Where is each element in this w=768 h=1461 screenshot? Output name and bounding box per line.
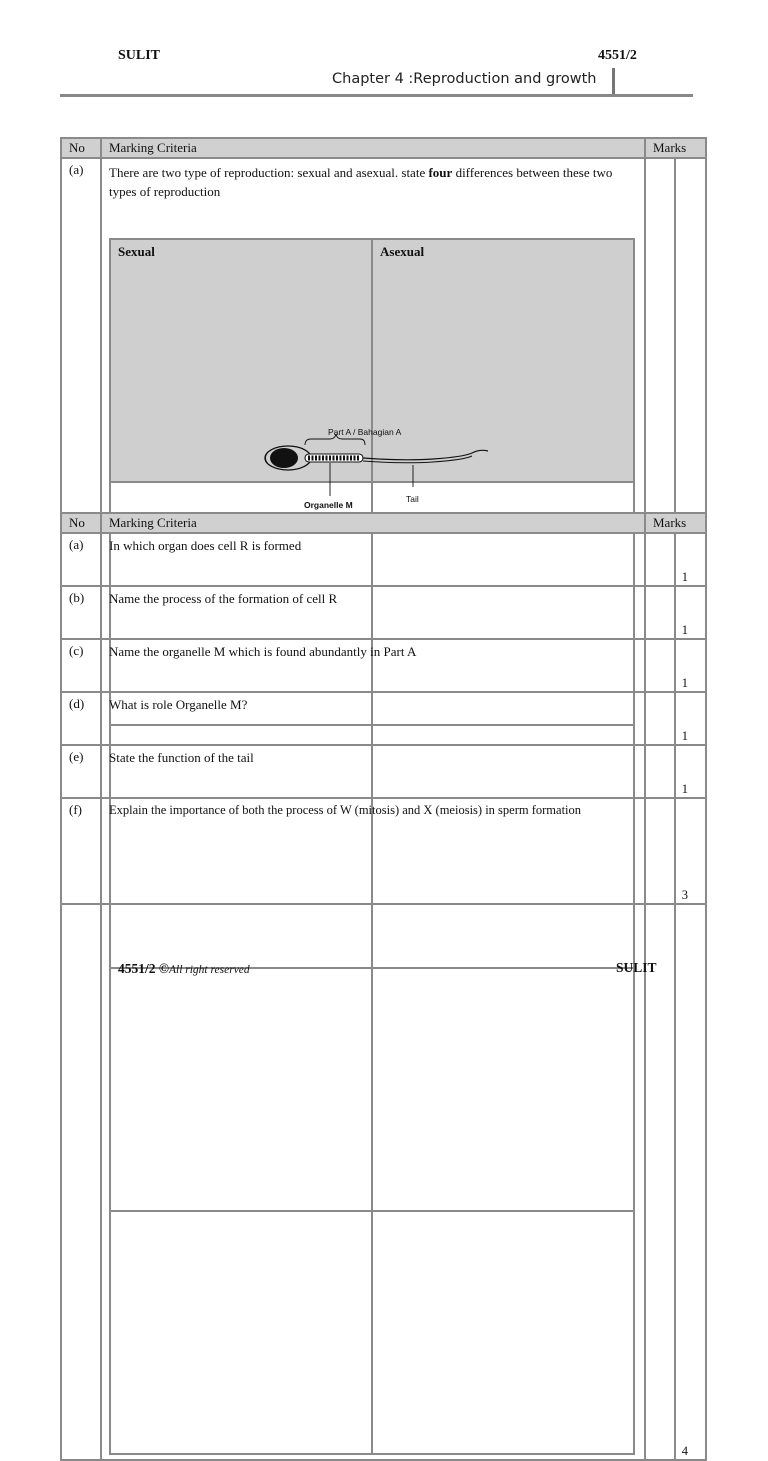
sexual-header: Sexual [110,239,372,482]
table-row [61,639,706,692]
question-number: (c) [61,639,101,692]
sperm-diagram [258,423,494,513]
question-number: (d) [61,692,101,745]
footer-copyright: 4551/2 ©All right reserved [118,961,250,976]
question-number: (f) [61,798,101,904]
answer-cell-sexual[interactable] [110,968,372,1211]
emphasis-word: four [428,165,453,180]
table-row [61,798,706,904]
question-number: (a) [61,533,101,586]
footer-sulit: SULIT [616,960,657,975]
sperm-question-table [60,512,707,905]
answer-row [110,1211,634,1454]
header-paper-code: 4551/2 [598,48,637,63]
marks-blank-cell [645,586,675,639]
answer-cell-asexual[interactable] [372,968,634,1211]
marks-value: 3 [675,798,706,904]
sperm-nucleus [270,448,298,468]
question-number: (a) [61,158,101,1460]
asexual-header: Asexual [372,239,634,482]
question-text: Explain the importance of both the process of W (mitosis) and X (meiosis) in sperm formation [101,798,645,904]
marks-value: 1 [675,639,706,692]
marks-value: 1 [675,745,706,798]
table-header-row [61,138,706,158]
footer-rights: All right reserved [168,964,250,976]
question-text: Name the process of the formation of cell R [101,586,645,639]
chapter-title: Chapter 4 :Reproduction and growth [332,71,597,87]
question-number: (b) [61,586,101,639]
answer-row [110,968,634,1211]
question-text: State the function of the tail [101,745,645,798]
table-row [61,745,706,798]
marks-blank-cell [645,798,675,904]
header-sulit: SULIT [118,48,161,63]
question-text: What is role Organelle M? [101,692,645,745]
col-marks-header: Marks [645,513,706,533]
col-criteria-header: Marking Criteria [101,513,645,533]
answer-cell-asexual[interactable] [372,1211,634,1454]
chapter-divider [612,68,615,94]
question-text: There are two type of reproduction: sexual and asexual. state four differences between these two types of reproduction [109,165,613,199]
organelle-m-label: Organelle M [304,500,353,510]
marks-blank-cell [645,533,675,586]
marks-blank-cell [645,692,675,745]
question-text: In which organ does cell R is formed [101,533,645,586]
table-row [61,533,706,586]
answer-cell-sexual[interactable] [110,1211,372,1454]
marks-blank-cell [645,639,675,692]
tail-label: Tail [406,494,419,504]
question-text: Name the organelle M which is found abundantly in Part A [101,639,645,692]
table-row [61,692,706,745]
marks-blank-cell [645,745,675,798]
marks-value: 1 [675,586,706,639]
table-header-row [61,513,706,533]
table-row [61,586,706,639]
header-rule [60,94,693,97]
sperm-tail [363,450,488,459]
marks-value: 1 [675,533,706,586]
marks-value: 1 [675,692,706,745]
marks-value: 4 [675,158,706,1460]
col-criteria-header: Marking Criteria [101,138,645,158]
part-a-label: Part A / Bahagian A [328,427,402,437]
col-marks-header: Marks [645,138,706,158]
col-no-header: No [61,513,101,533]
question-number: (e) [61,745,101,798]
col-no-header: No [61,138,101,158]
